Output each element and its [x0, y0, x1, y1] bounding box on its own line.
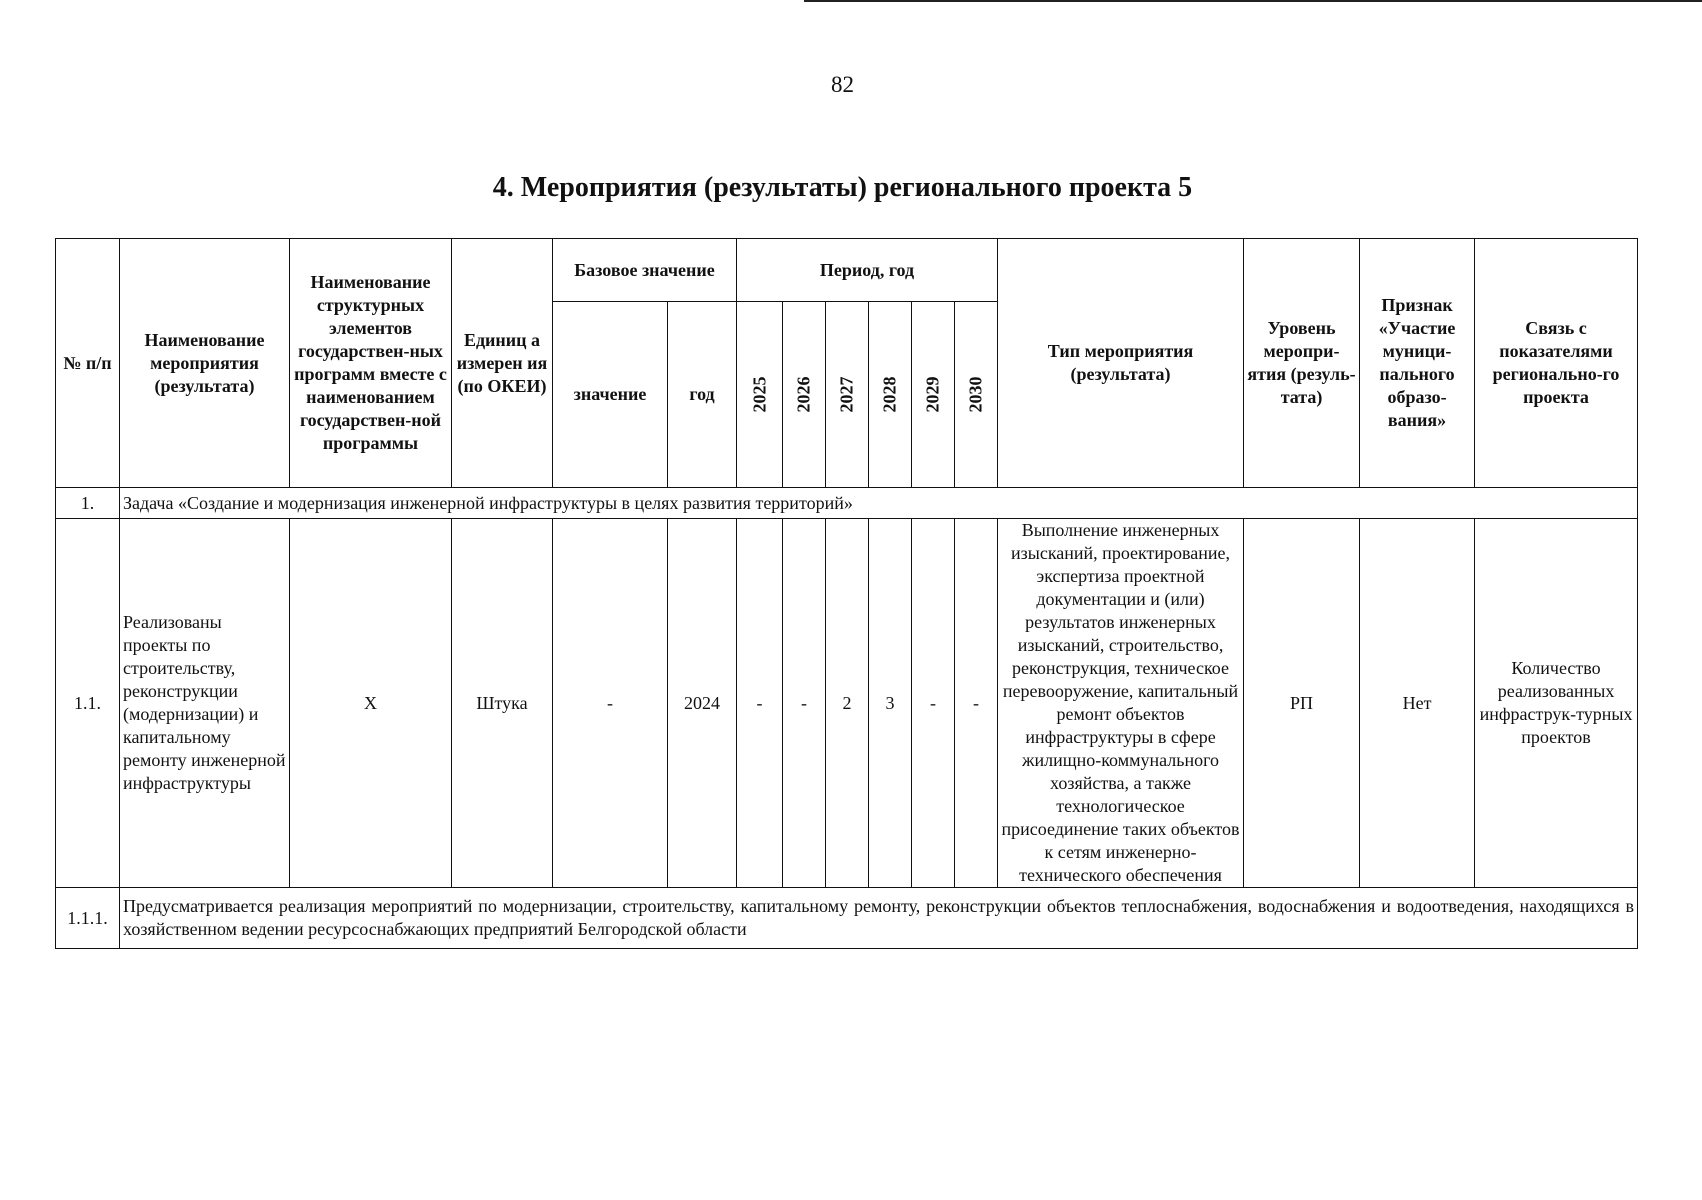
- header-year-2029: 2029: [912, 302, 955, 488]
- result-row: [56, 519, 1638, 888]
- result-unit: Штука: [452, 519, 553, 888]
- header-base-value: значение: [553, 302, 668, 488]
- result-municipal: Нет: [1360, 519, 1475, 888]
- header-year-2030: 2030: [955, 302, 998, 488]
- header-row-1: [56, 239, 1638, 302]
- header-year-2027: 2027: [826, 302, 869, 488]
- header-year-2026: 2026: [783, 302, 826, 488]
- result-level: РП: [1244, 519, 1360, 888]
- result-base-value: -: [553, 519, 668, 888]
- header-year-2028: 2028: [869, 302, 912, 488]
- header-link: Связь с показателями регионально-го проекта: [1475, 239, 1638, 488]
- page-number: 82: [831, 72, 854, 97]
- header-municipal: Признак «Участие муници-пального образо-вания»: [1360, 239, 1475, 488]
- result-base-year: 2024: [668, 519, 737, 888]
- header-type: Тип мероприятия (результата): [998, 239, 1244, 488]
- note-num: 1.1.1.: [56, 888, 120, 949]
- result-link: Количество реализованных инфраструк-турных проектов: [1475, 519, 1638, 888]
- task-num: 1.: [56, 488, 120, 519]
- page-title: 4. Мероприятия (результаты) регионального проекта 5: [492, 172, 1193, 203]
- top-rule: [804, 0, 1702, 2]
- result-year-2028: 3: [869, 519, 912, 888]
- header-period: Период, год: [737, 239, 998, 302]
- result-year-2026: -: [783, 519, 826, 888]
- task-text: Задача «Создание и модернизация инженерной инфраструктуры в целях развития территорий»: [120, 488, 1638, 519]
- result-year-2030: -: [955, 519, 998, 888]
- results-table: [55, 238, 1638, 949]
- header-name: Наименование мероприятия (результата): [120, 239, 290, 488]
- header-year-2025: 2025: [737, 302, 783, 488]
- result-struct: Х: [290, 519, 452, 888]
- result-year-2027: 2: [826, 519, 869, 888]
- result-year-2025: -: [737, 519, 783, 888]
- header-num: № п/п: [56, 239, 120, 488]
- note-text: Предусматривается реализация мероприятий по модернизации, строительству, капитальному ремонту, реконструкции объектов теплоснабжения, водоснабжения и водоотведения, находящихся в хозяйственном ведении ресурсоснабжающих предприятий Белгородской области: [120, 888, 1638, 949]
- header-unit: Единиц а измерен ия (по ОКЕИ): [452, 239, 553, 488]
- result-year-2029: -: [912, 519, 955, 888]
- result-num: 1.1.: [56, 519, 120, 888]
- header-struct: Наименование структурных элементов государствен-ных программ вместе с наименованием государствен-ной программы: [290, 239, 452, 488]
- result-name: Реализованы проекты по строительству, реконструкции (модернизации) и капитальному ремонту инженерной инфраструктуры: [120, 519, 290, 888]
- header-base: Базовое значение: [553, 239, 737, 302]
- note-row: [56, 888, 1638, 949]
- task-row: [56, 488, 1638, 519]
- header-base-year: год: [668, 302, 737, 488]
- result-type: Выполнение инженерных изысканий, проектирование, экспертиза проектной документации и (или) результатов инженерных изысканий, строительство, реконструкция, техническое перевооружение, капитальный ремонт объектов инфраструктуры в сфере жилищно-коммунального хозяйства, а также технологическое присоединение таких объектов к сетям инженерно-технического обеспечения: [998, 519, 1244, 888]
- header-level: Уровень меропри-ятия (резуль-тата): [1244, 239, 1360, 488]
